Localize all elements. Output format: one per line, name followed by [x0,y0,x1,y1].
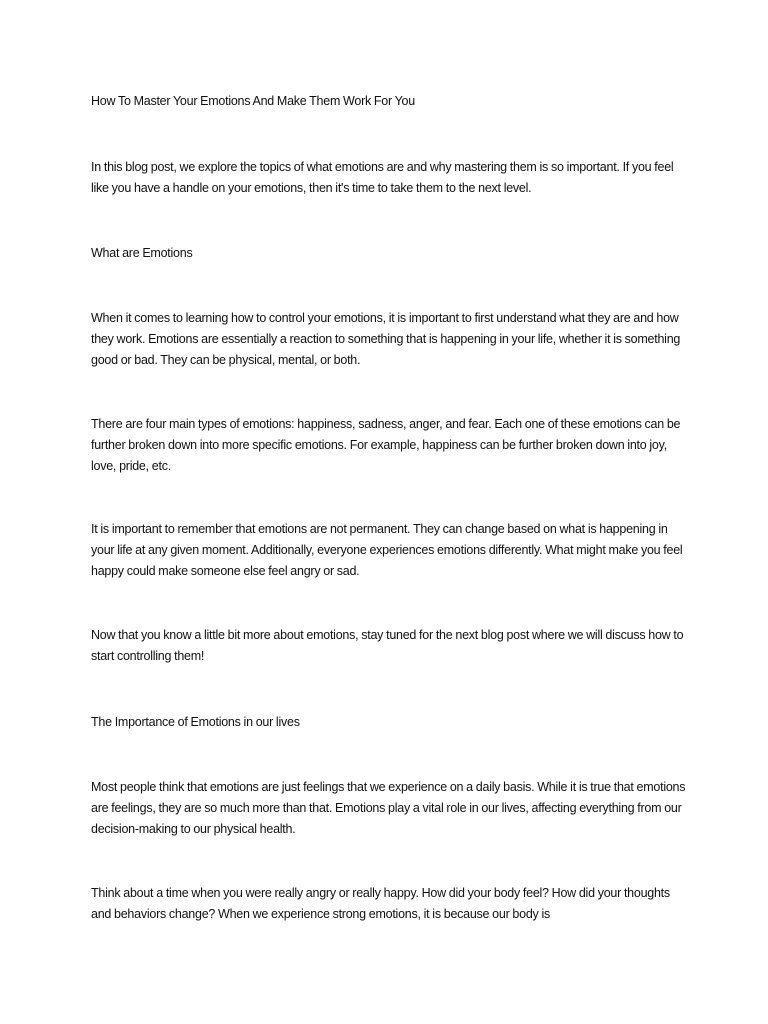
paragraph: When it comes to learning how to control your emotions, it is important to first understand what they are and how they work. Emotions are essentially a reaction to something that is happening in your life, whether it is something good or bad. They can be physical, mental, or both. [91,311,681,367]
section-heading-what-are-emotions: What are Emotions [91,246,193,260]
paragraph: It is important to remember that emotions are not permanent. They can change based on what is happening in your life at any given moment. Additionally, everyone experiences emotions differently. What might make you feel happy could make someone else feel angry or sad. [91,522,683,578]
section-heading-importance-of-emotions: The Importance of Emotions in our lives [91,715,300,729]
paragraph: Now that you know a little bit more about emotions, stay tuned for the next blog post where we will discuss how to start controlling them! [91,628,684,663]
intro-paragraph: In this blog post, we explore the topics of what emotions are and why mastering them is so important. If you feel like you have a handle on your emotions, then it's time to take them to the next level. [91,160,674,195]
paragraph: Most people think that emotions are just feelings that we experience on a daily basis. While it is true that emotions are feelings, they are so much more than that. Emotions play a vital role in our lives, affecting everything from our decision-making to our physical health. [91,780,686,836]
document-title: How To Master Your Emotions And Make Them Work For You [91,94,415,108]
paragraph: Think about a time when you were really angry or really happy. How did your body feel? How did your thoughts and behaviors change? When we experience strong emotions, it is because our body is [91,886,670,921]
paragraph: There are four main types of emotions: happiness, sadness, anger, and fear. Each one of these emotions can be further broken down into more specific emotions. For example, happiness can be further broken down into joy, love, pride, etc. [91,417,681,473]
